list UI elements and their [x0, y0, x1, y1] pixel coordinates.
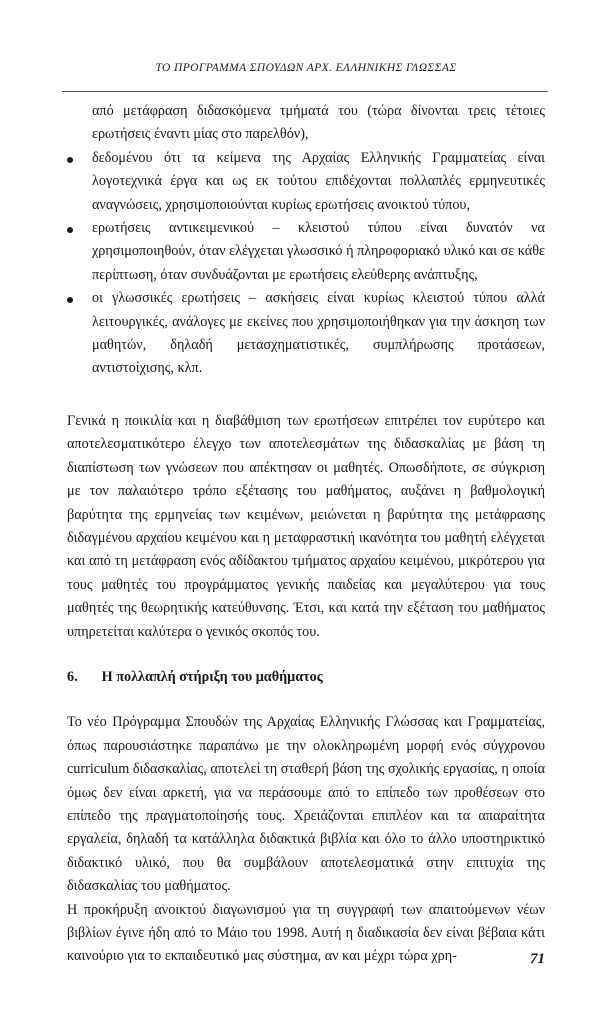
- running-header: ΤΟ ΠΡΟΓΡΑΜΜΑ ΣΠΟΥΔΩΝ ΑΡΧ. ΕΛΛΗΝΙΚΗΣ ΓΛΩΣΣΑΣ: [155, 62, 457, 74]
- list-item: [67, 217, 545, 287]
- bullet-icon: [67, 157, 73, 163]
- list-item: [67, 100, 545, 147]
- page-body: [67, 100, 545, 969]
- criteria-list: [67, 100, 545, 381]
- body-paragraph: Η προκήρυξη ανοικτού διαγωνισμού για τη συγγραφή των απαιτούμενων νέων βιβλίων έγινε ήδη από το Μάιο του 1998. Αυτή η διαδικασία δεν είναι βέβαια κάτι καινούριο για το εκπαιδευτικό μας σύστημα, αν και μέχρι τώρα χρη-: [67, 901, 545, 965]
- page-number: 71: [530, 951, 545, 967]
- section-title: Η πολλαπλή στήριξη του μαθήματος: [101, 668, 323, 685]
- list-item-text: από μετάφραση διδασκόμενα τμήματά του (τώρα δίνονται τρεις τέτοιες ερωτήσεις έναντι μίας στο παρελθόν),: [92, 103, 545, 143]
- section-number: 6.: [67, 668, 78, 685]
- section-heading: [67, 666, 545, 689]
- list-item: [67, 147, 545, 217]
- list-item: [67, 287, 545, 381]
- spacer: [67, 644, 545, 666]
- spacer: [67, 689, 545, 711]
- body-paragraph: Το νέο Πρόγραμμα Σπουδών της Αρχαίας Ελληνικής Γλώσσας και Γραμματείας, όπως παρουσιάστηκε παραπάνω με την ολοκληρωμένη μορφή ενός σύγχρονου curriculum διδασκαλίας, αποτελεί τη σταθερή βάση της σχολικής εργασίας, η οποία όμως δεν είναι αρκετή, για να περάσουμε από το επίπεδο των προθέσεων στο επίπεδο της πραγματοποίησής τους. Χρειάζονται επιπλέον και τα απαραίτητα εργαλεία, δηλαδή τα κατάλληλα διδακτικά βιβλία και όλο το άλλο υποστηρικτικό διδακτικό υλικό, που θα συμβάλουν αποτελεσματικά στην επιτυχία της διδασκαλίας του μαθήματος.: [67, 714, 545, 895]
- body-paragraph: Γενικά η ποικιλία και η διαβάθμιση των ερωτήσεων επιτρέπει τον ευρύτερο και αποτελεσματικότερο έλεγχο των αποτελεσμάτων της διδασκαλίας με βάση τη διαπίστωση των γνώσεων που απέκτησαν οι μαθητές. Οπωσδήποτε, σε σύγκριση με τον παλαιότερο τρόπο εξέτασης του μαθήματος, αυξάνει η βαθμολογική βαρύτητα της ερμηνείας των κειμένων, μειώνεται η βαρύτητα της μετάφρασης διδαγμένου αρχαίου κειμένου και η μεταφραστική ικανότητα του μαθητή ελέγχεται και από τη μετάφραση ενός αδίδακτου τμήματος αρχαίου κειμένου, μικρότερου για τους μαθητές του προγράμματος γενικής παιδείας και μεγαλύτερου για τους μαθητές της θεωρητικής κατεύθυνσης. Έτσι, και κατά την εξέταση του μαθήματος υπηρετείται καλύτερα ο γενικός σκοπός του.: [67, 412, 545, 640]
- list-item-text: δεδομένου ότι τα κείμενα της Αρχαίας Ελληνικής Γραμματείας είναι λογοτεχνικά έργα και ως εκ τούτου επιδέχονται πολλαπλές ερμηνευτικές αναγνώσεις, χρησιμοποιούνται κυρίως ερωτήσεις ανοικτού τύπου,: [92, 149, 545, 213]
- spacer: [67, 381, 545, 410]
- header-divider: [62, 91, 548, 92]
- bullet-icon: [67, 297, 73, 303]
- list-item-text: ερωτήσεις αντικειμενικού – κλειστού τύπου είναι δυνατόν να χρησιμοποιηθούν, όταν ελέγχεται γλωσσικό ή πληροφοριακό υλικό και σε κάθε περίπτωση, όταν συνδυάζονται με ερωτήσεις ελεύθερης ανάπτυξης,: [92, 220, 545, 283]
- list-item-text: οι γλωσσικές ερωτήσεις – ασκήσεις είναι κυρίως κλειστού τύπου αλλά λειτουργικές, ανάλογες με εκείνες που χρησιμοποιήθηκαν για την άσκηση των μαθητών, δηλαδή μετασχηματιστικές, συμπλήρωσης προτάσεων, αντιστοίχισης, κλπ.: [92, 290, 545, 377]
- bullet-icon: [67, 227, 73, 233]
